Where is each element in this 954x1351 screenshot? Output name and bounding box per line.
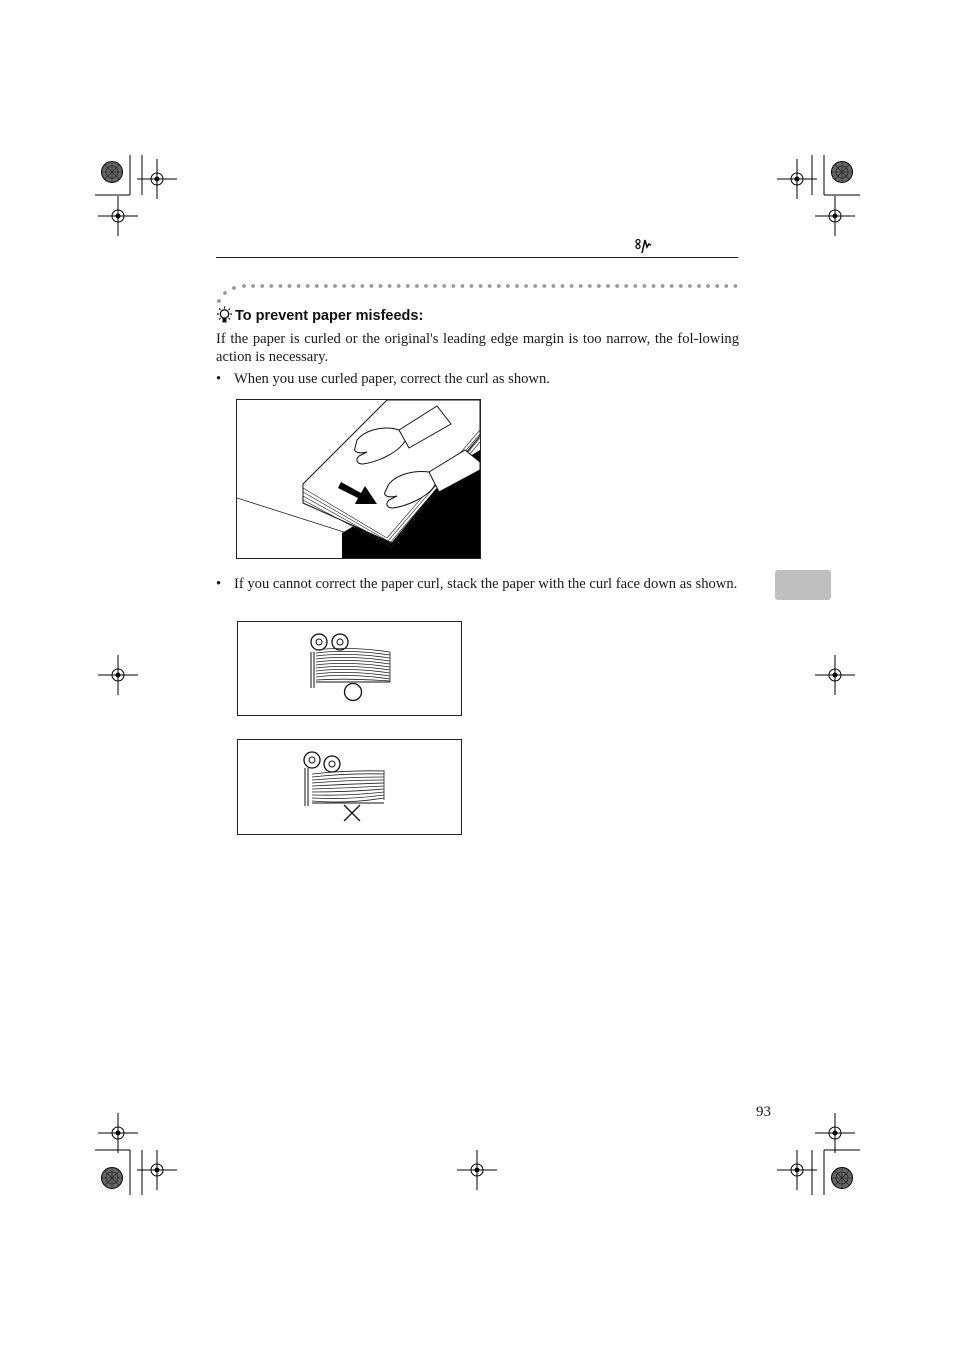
separator-dot bbox=[652, 284, 656, 288]
separator-dot bbox=[633, 284, 637, 288]
separator-dot bbox=[470, 284, 474, 288]
hands-flattening-paper-illustration bbox=[236, 399, 481, 559]
chapter-side-tab bbox=[775, 570, 831, 600]
separator-dot bbox=[615, 284, 619, 288]
separator-dot bbox=[279, 284, 283, 288]
separator-dot bbox=[397, 284, 401, 288]
separator-dot bbox=[706, 284, 710, 288]
separator-dot bbox=[488, 284, 492, 288]
separator-dot bbox=[552, 284, 556, 288]
separator-dot bbox=[251, 284, 255, 288]
separator-dot bbox=[579, 284, 583, 288]
separator-dot bbox=[260, 284, 264, 288]
separator-dot bbox=[461, 284, 465, 288]
separator-dot bbox=[433, 284, 437, 288]
separator-dot bbox=[597, 284, 601, 288]
separator-dot bbox=[442, 284, 446, 288]
separator-dot bbox=[643, 284, 647, 288]
separator-dot bbox=[342, 284, 346, 288]
header-rule bbox=[216, 257, 738, 258]
incorrect-stacking-illustration bbox=[237, 739, 462, 835]
bullet-glyph: • bbox=[216, 371, 222, 387]
separator-dot bbox=[688, 284, 692, 288]
correct-circle-icon bbox=[345, 684, 362, 701]
tip-dotted-separator bbox=[216, 281, 738, 303]
separator-dot bbox=[670, 284, 674, 288]
separator-dot bbox=[497, 284, 501, 288]
separator-dot bbox=[242, 284, 246, 288]
separator-dot bbox=[624, 284, 628, 288]
separator-dot bbox=[606, 284, 610, 288]
separator-dot bbox=[561, 284, 565, 288]
separator-dot bbox=[661, 284, 665, 288]
separator-dot bbox=[679, 284, 683, 288]
tip-title: To prevent paper misfeeds: bbox=[235, 308, 424, 324]
separator-dot bbox=[406, 284, 410, 288]
bullet-text: When you use curled paper, correct the curl as shown. bbox=[234, 371, 550, 387]
separator-dot bbox=[451, 284, 455, 288]
separator-dot bbox=[424, 284, 428, 288]
separator-dot bbox=[479, 284, 483, 288]
lightbulb-icon bbox=[216, 306, 233, 326]
separator-dot bbox=[515, 284, 519, 288]
separator-dot bbox=[388, 284, 392, 288]
separator-dot bbox=[715, 284, 719, 288]
bullet-glyph: • bbox=[216, 576, 222, 592]
separator-dot bbox=[570, 284, 574, 288]
separator-dot bbox=[724, 284, 728, 288]
separator-dot bbox=[370, 284, 374, 288]
troubleshooting-icon bbox=[634, 238, 652, 254]
separator-dot bbox=[360, 284, 364, 288]
bullet-stack-curl-down bbox=[216, 576, 739, 594]
separator-dot bbox=[297, 284, 301, 288]
tip-paragraph: If the paper is curled or the original's leading edge margin is too narrow, the fol-lowing action is necessary. bbox=[216, 331, 739, 365]
tip-heading bbox=[216, 304, 423, 328]
separator-dot bbox=[533, 284, 537, 288]
separator-dot bbox=[306, 284, 310, 288]
separator-dot bbox=[333, 284, 337, 288]
correct-stacking-illustration bbox=[237, 621, 462, 716]
page-number: 93 bbox=[756, 1104, 771, 1120]
separator-dot bbox=[524, 284, 528, 288]
separator-dot bbox=[542, 284, 546, 288]
separator-dot bbox=[588, 284, 592, 288]
separator-dot bbox=[734, 284, 738, 288]
separator-dot bbox=[269, 284, 273, 288]
separator-dot bbox=[288, 284, 292, 288]
incorrect-cross-icon bbox=[344, 805, 360, 821]
bullet-text: If you cannot correct the paper curl, stack the paper with the curl face down as shown. bbox=[234, 576, 738, 592]
separator-dot bbox=[379, 284, 383, 288]
separator-dot bbox=[506, 284, 510, 288]
separator-dot bbox=[351, 284, 355, 288]
separator-dot bbox=[324, 284, 328, 288]
separator-dot bbox=[415, 284, 419, 288]
separator-dot bbox=[315, 284, 319, 288]
bullet-curled-paper bbox=[216, 371, 739, 389]
separator-dot bbox=[697, 284, 701, 288]
